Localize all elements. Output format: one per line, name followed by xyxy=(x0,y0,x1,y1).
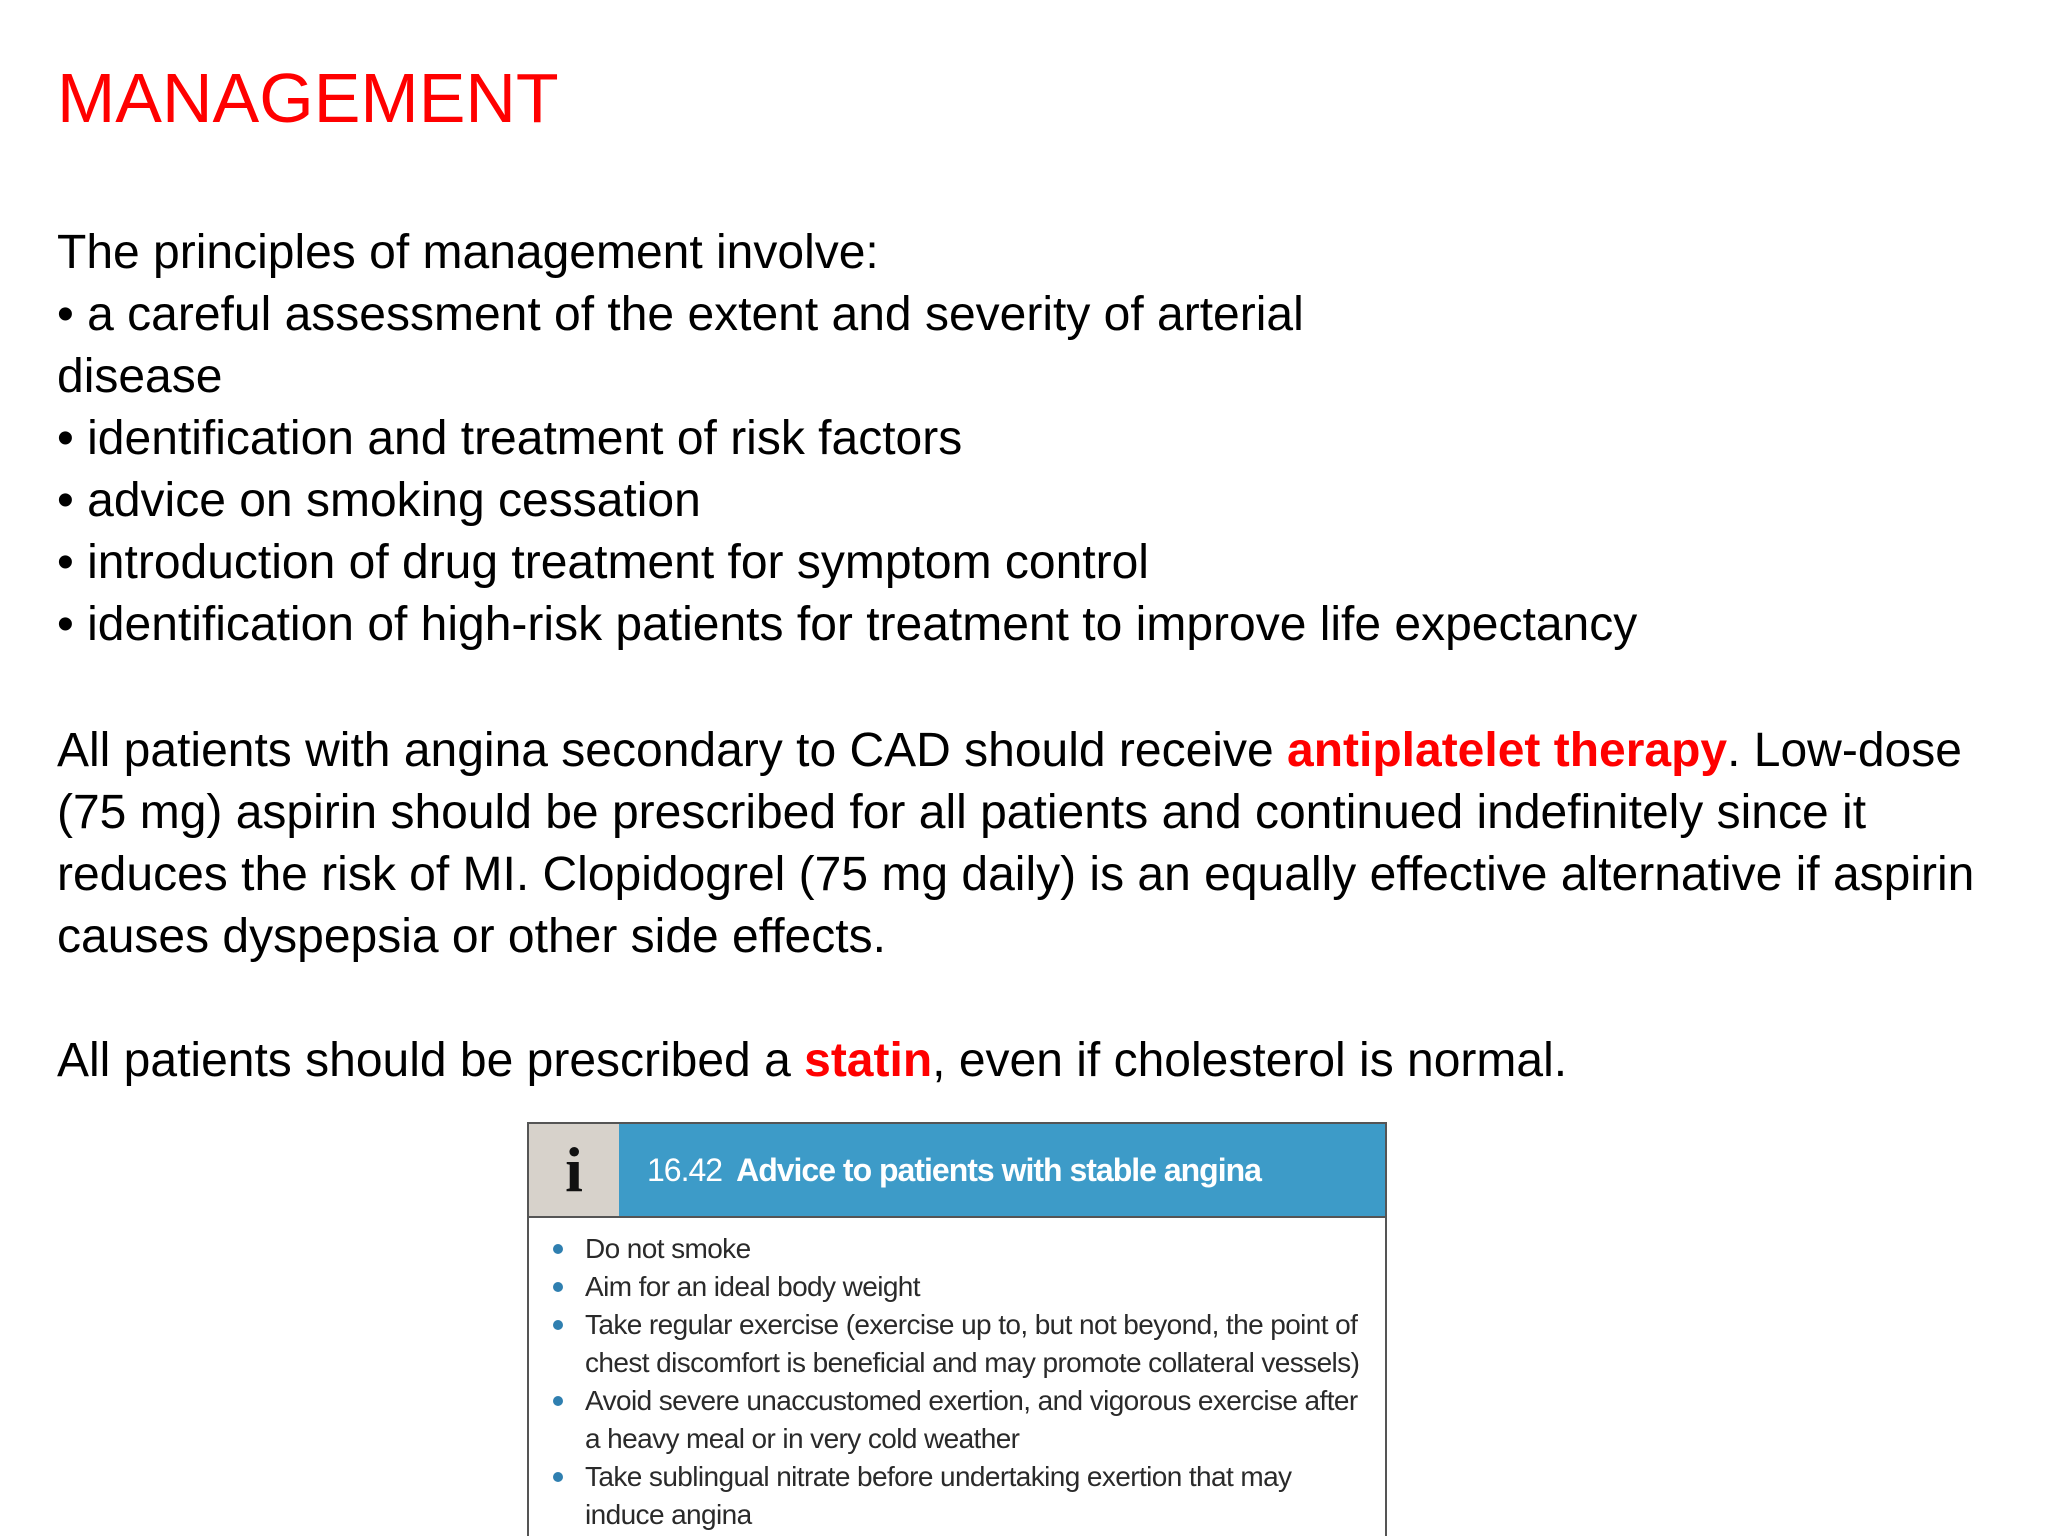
advice-item xyxy=(551,1458,1365,1534)
antiplatelet-text-before: All patients with angina secondary to CAD should receive xyxy=(57,724,1287,777)
statin-text-before: All patients should be prescribed a xyxy=(57,1034,805,1087)
advice-item-text: Aim for an ideal body weight xyxy=(585,1271,920,1302)
principle-item: • introduction of drug treatment for symptom control xyxy=(57,536,1149,589)
principle-item: • identification of high-risk patients for treatment to improve life expectancy xyxy=(57,598,1638,651)
bullet-icon xyxy=(553,1320,563,1330)
bullet-icon xyxy=(553,1472,563,1482)
advice-item xyxy=(551,1268,1365,1306)
antiplatelet-highlight: antiplatelet therapy xyxy=(1287,724,1728,777)
principles-block xyxy=(57,222,2017,656)
statin-text-after: , even if cholesterol is normal. xyxy=(932,1034,1568,1087)
statin-paragraph xyxy=(57,1030,1567,1092)
advice-item xyxy=(551,1230,1365,1268)
statin-highlight: statin xyxy=(804,1034,933,1087)
advice-box xyxy=(527,1122,1387,1536)
principles-intro: The principles of management involve: xyxy=(57,226,879,279)
advice-box-number: 16.42 xyxy=(647,1151,723,1188)
bullet-icon xyxy=(553,1396,563,1406)
info-icon: i xyxy=(529,1124,619,1216)
bullet-icon xyxy=(553,1282,563,1292)
antiplatelet-text-after: . Low-dose (75 mg) aspirin should be prescribed for all patients and continued indefinitely since it reduces the risk of MI. Clopidogrel (75 mg daily) is an equally effective alternative if aspirin causes dyspepsia or other side effects. xyxy=(57,724,1975,963)
principle-item: • advice on smoking cessation xyxy=(57,474,701,527)
principle-item: • identification and treatment of risk factors xyxy=(57,412,963,465)
advice-item xyxy=(551,1306,1365,1382)
advice-box-title: Advice to patients with stable angina xyxy=(736,1151,1261,1188)
advice-item xyxy=(551,1382,1365,1458)
bullet-icon xyxy=(553,1244,563,1254)
antiplatelet-paragraph xyxy=(57,720,2017,968)
advice-box-title-band xyxy=(619,1124,1385,1216)
advice-box-header xyxy=(529,1124,1385,1218)
principle-item: disease xyxy=(57,350,223,403)
advice-list xyxy=(529,1218,1385,1534)
advice-item-text: Take sublingual nitrate before undertaking exertion that may induce angina xyxy=(585,1461,1292,1530)
slide-title: MANAGEMENT xyxy=(57,59,559,137)
advice-item-text: Avoid severe unaccustomed exertion, and vigorous exercise after a heavy meal or in very cold weather xyxy=(585,1385,1358,1454)
advice-item-text: Take regular exercise (exercise up to, but not beyond, the point of chest discomfort is beneficial and may promote collateral vessels) xyxy=(585,1309,1360,1378)
principle-item: • a careful assessment of the extent and severity of arterial xyxy=(57,288,1304,341)
advice-item-text: Do not smoke xyxy=(585,1233,751,1264)
